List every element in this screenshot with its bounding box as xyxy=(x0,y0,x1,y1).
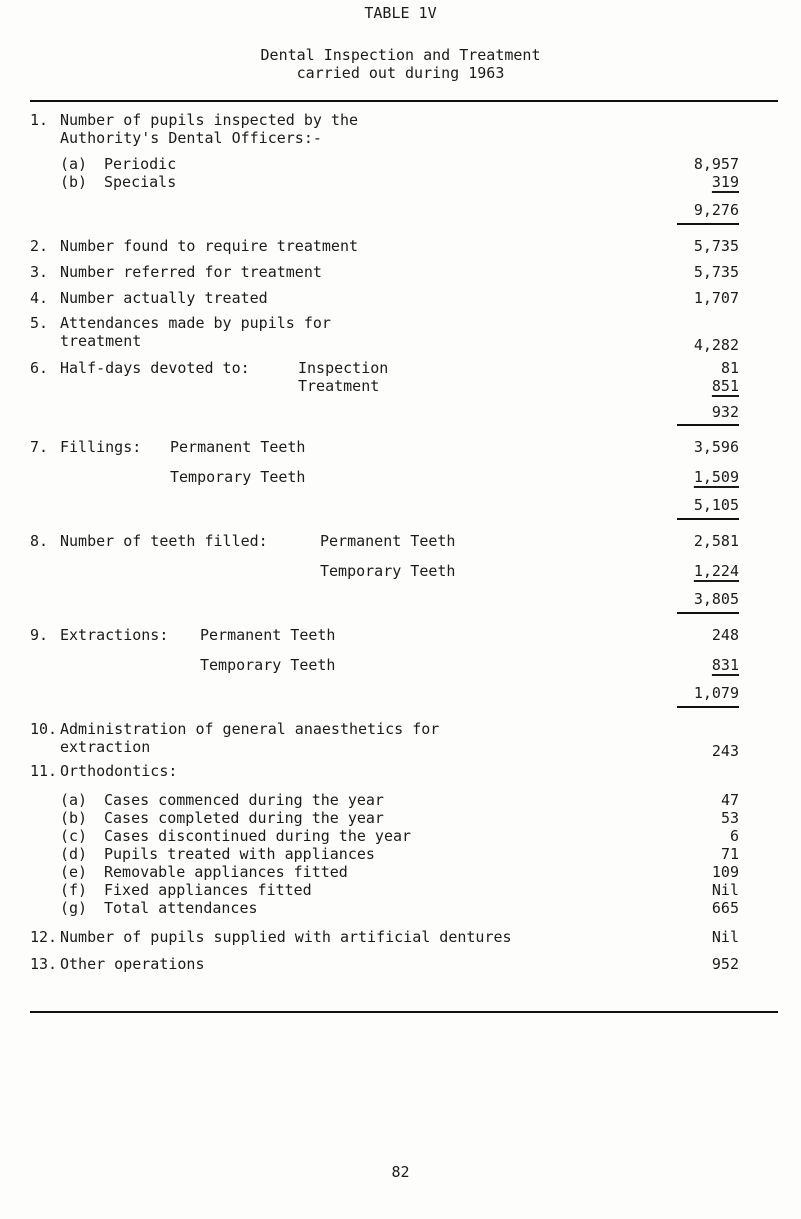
item-total: 932 xyxy=(711,403,739,421)
item-value: 8,957 xyxy=(693,155,739,173)
sub-item-label: Specials xyxy=(104,173,177,191)
sub-item-label: Temporary Teeth xyxy=(200,656,336,674)
item-value: 3,596 xyxy=(693,438,739,456)
item-total: 9,276 xyxy=(693,201,739,219)
sub-item-key: (b) xyxy=(60,173,88,191)
sub-item-key: (a) xyxy=(60,155,88,173)
sub-item-key: (g) xyxy=(60,899,88,917)
sub-item-label: Temporary Teeth xyxy=(170,468,306,486)
sub-item-label: Permanent Teeth xyxy=(170,438,306,456)
item-label: Extractions: xyxy=(60,626,169,644)
item-total: 3,805 xyxy=(693,590,739,608)
sub-item-label: Permanent Teeth xyxy=(200,626,336,644)
item-label: Number referred for treatment xyxy=(60,263,322,281)
item-value: 665 xyxy=(711,899,739,917)
item-total: 5,105 xyxy=(693,496,739,514)
item-number: 10. xyxy=(30,720,58,738)
item-value: Nil xyxy=(711,881,739,899)
item-value: 1,707 xyxy=(693,289,739,307)
item-label: Number of teeth filled: xyxy=(60,532,268,550)
item-number: 6. xyxy=(30,359,49,377)
sub-item-key: (b) xyxy=(60,809,88,827)
item-value: 1,224 xyxy=(693,562,739,580)
item-number: 8. xyxy=(30,532,49,550)
item-label: Authority's Dental Officers:- xyxy=(60,129,322,147)
total-rule xyxy=(677,518,739,520)
item-value: 47 xyxy=(720,791,739,809)
item-number: 9. xyxy=(30,626,49,644)
sub-item-label: Cases commenced during the year xyxy=(104,791,384,809)
table-number: TABLE 1V xyxy=(364,4,437,22)
item-number: 7. xyxy=(30,438,49,456)
item-label: Fillings: xyxy=(60,438,142,456)
item-number: 5. xyxy=(30,314,49,332)
item-label: Number actually treated xyxy=(60,289,268,307)
sub-item-key: (f) xyxy=(60,881,88,899)
total-rule xyxy=(677,612,739,614)
item-value: 109 xyxy=(711,863,739,881)
item-value: 5,735 xyxy=(693,237,739,255)
sub-item-label: Cases completed during the year xyxy=(104,809,384,827)
item-value: Nil xyxy=(711,928,739,946)
item-value: 2,581 xyxy=(693,532,739,550)
sub-item-label: Fixed appliances fitted xyxy=(104,881,312,899)
item-label: treatment xyxy=(60,332,142,350)
sub-item-key: (c) xyxy=(60,827,88,845)
item-number: 4. xyxy=(30,289,49,307)
item-value: 243 xyxy=(711,742,739,760)
item-value: 53 xyxy=(720,809,739,827)
total-rule xyxy=(677,223,739,225)
item-value: 4,282 xyxy=(693,336,739,354)
item-label: Attendances made by pupils for xyxy=(60,314,331,332)
total-rule xyxy=(677,424,739,426)
sub-item-label: Pupils treated with appliances xyxy=(104,845,375,863)
item-number: 1. xyxy=(30,111,49,129)
item-value: 319 xyxy=(711,173,739,191)
item-number: 12. xyxy=(30,928,58,946)
item-value: 851 xyxy=(711,377,739,395)
item-label: Number of pupils inspected by the xyxy=(60,111,359,129)
item-value: 1,509 xyxy=(693,468,739,486)
item-label: Administration of general anaesthetics for xyxy=(60,720,440,738)
item-label: Number of pupils supplied with artificial dentures xyxy=(60,928,512,946)
item-value: 6 xyxy=(729,827,739,845)
sub-item-key: (a) xyxy=(60,791,88,809)
item-value: 5,735 xyxy=(693,263,739,281)
item-label: Number found to require treatment xyxy=(60,237,359,255)
item-value: 71 xyxy=(720,845,739,863)
item-label: Other operations xyxy=(60,955,205,973)
sub-item-key: (d) xyxy=(60,845,88,863)
sub-item-label: Permanent Teeth xyxy=(320,532,456,550)
top-rule xyxy=(30,100,778,102)
sub-item-label: Cases discontinued during the year xyxy=(104,827,412,845)
bottom-rule xyxy=(30,1011,778,1013)
item-number: 13. xyxy=(30,955,58,973)
item-label: Orthodontics: xyxy=(60,762,178,780)
item-number: 11. xyxy=(30,762,58,780)
item-value: 831 xyxy=(711,656,739,674)
sub-item-key: (e) xyxy=(60,863,88,881)
item-number: 3. xyxy=(30,263,49,281)
item-value: 81 xyxy=(720,359,739,377)
page-subtitle: carried out during 1963 xyxy=(296,64,505,82)
item-label: extraction xyxy=(60,738,151,756)
item-value: 952 xyxy=(711,955,739,973)
sub-item-label: Treatment xyxy=(298,377,380,395)
item-total: 1,079 xyxy=(693,684,739,702)
page-title: Dental Inspection and Treatment xyxy=(260,46,541,64)
page-number: 82 xyxy=(391,1163,410,1181)
item-value: 248 xyxy=(711,626,739,644)
sub-item-label: Total attendances xyxy=(104,899,258,917)
total-rule xyxy=(677,706,739,708)
sub-item-label: Removable appliances fitted xyxy=(104,863,348,881)
item-number: 2. xyxy=(30,237,49,255)
item-label: Half-days devoted to: xyxy=(60,359,250,377)
sub-item-label: Periodic xyxy=(104,155,177,173)
sub-item-label: Temporary Teeth xyxy=(320,562,456,580)
sub-item-label: Inspection xyxy=(298,359,389,377)
